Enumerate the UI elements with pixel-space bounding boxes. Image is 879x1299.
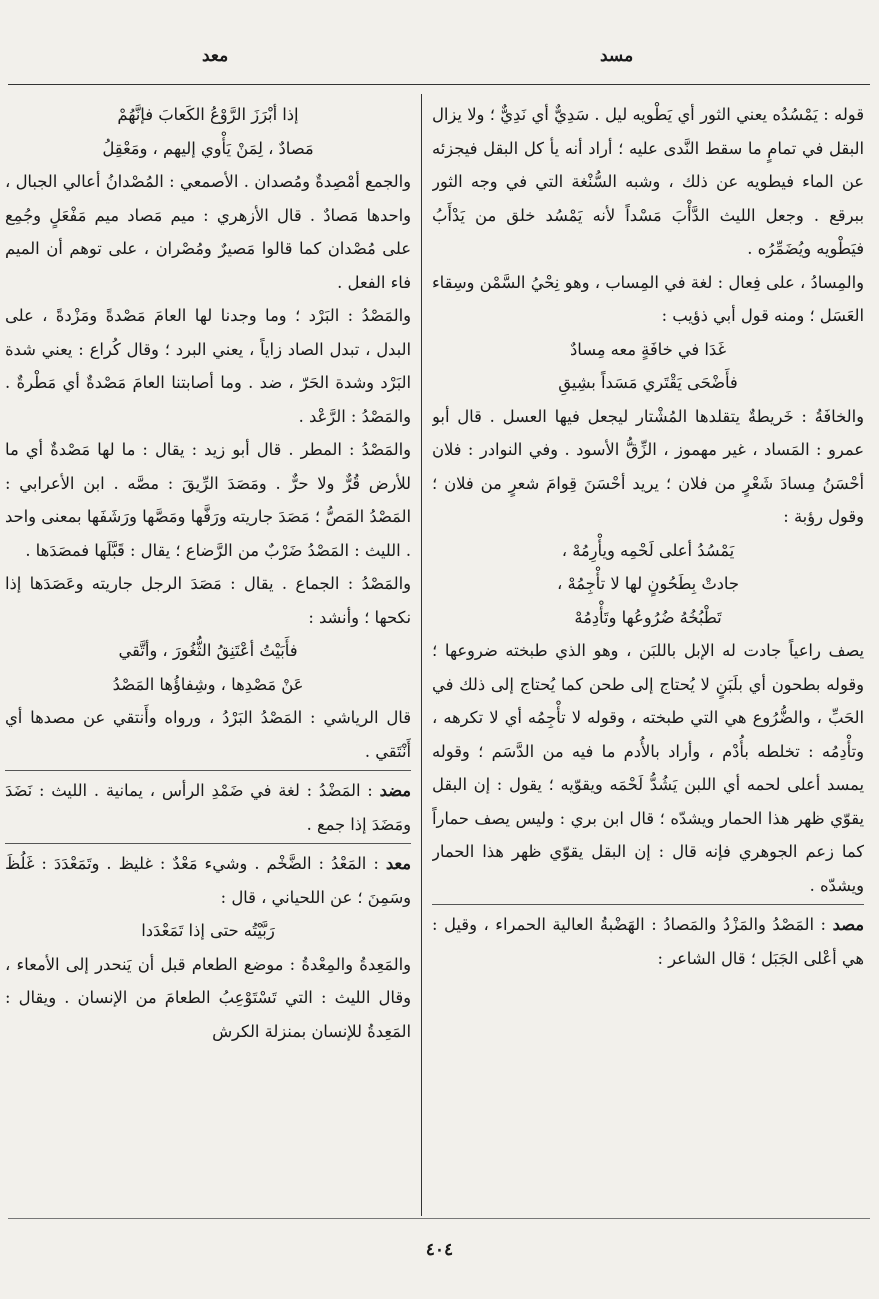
- entry-headword: مصد: [832, 915, 864, 934]
- right-column: [432, 98, 864, 1216]
- verse-line: مَصادٌ ، لِمَنْ يَأْوي إليهم ، ومَعْقِلُ: [102, 138, 314, 158]
- header-rule: [8, 84, 870, 85]
- running-head-right: مسد: [600, 46, 634, 66]
- paragraph: والخافَةُ : خَريطةٌ يتقلدها المُشْتار ليجعل فيها العسل . قال أبو عمرو : المَساد ، غير مهموز ، الزِّقُّ الأسود . وفي النوادر : فلان أحْسَنُ مِسادَ شَعْرٍ من فلان ؛ يريد أحْسَنَ قِوامَ شعرٍ من فلان ؛ وقول رؤبة :: [432, 406, 864, 526]
- verse-line: إذا أبْرَزَ الرَّوْعُ الكَعابَ فإنَّهُمْ: [117, 105, 299, 124]
- verse-line: جادتْ بِطَحُونٍ لها لا تأْجِمُهْ ،: [557, 574, 739, 593]
- paragraph: قال الرياشي : المَصْدُ البَرْدُ ، ورواه وأَنتقي عن مصدها أي أَنْتَقي .: [5, 708, 411, 761]
- entry-separator: [432, 904, 864, 905]
- entry-text: : المَصْدُ والمَزْدُ والمَصادُ : الهَضْبةُ العالية الحمراء ، وقيل : هي أعْلى الجَبَل ؛ قال الشاعر :: [432, 915, 864, 968]
- page-header: [0, 40, 879, 80]
- entry-mSd: [432, 908, 864, 975]
- verse-line: فأَبَيْتُ أعْتَنِقُ الثُّغُورَ ، وأتَّقي: [118, 641, 298, 660]
- footer-rule: [8, 1218, 870, 1219]
- verse-line: يَمْسُدُ أعلى لَحْمِه ويأْرِمُهْ ،: [561, 540, 735, 560]
- paragraph: والمَصْدُ : الجماع . يقال : مَصَدَ الرجل جاريته وعَصَدَها إذا نكحها ؛ وأنشد :: [5, 574, 411, 627]
- paragraph: والجمع أمْصِدةٌ ومُصدان . الأصمعي : المُصْدانُ أعالي الجبال ، واحدها مَصادٌ . قال الأزهري : ميم مَصاد ميم مَفْعَلٍ وجُمِع على مُصْدان كما قالوا مَصيرٌ ومُصْران ، على توهم أن الميم فاء الفعل .: [5, 172, 411, 292]
- paragraph: والمَصْدُ : المطر . قال أبو زيد : يقال : ما لها مَصْدةٌ أي ما للأرض قُرٌّ ولا حرٌّ . ومَصَدَ الرِّيقَ : مصَّه . ابن الأعرابي : المَصْدُ المَصُّ ؛ مَصَدَ جاريته ورَفَّها ومَصَّها ورَشَفَها بمعنى واحد . الليث : المَصْدُ ضَرْبٌ من الرَّضاع ؛ يقال : قَبَّلَها فمصَدَها .: [5, 440, 411, 560]
- running-head-left: معد: [202, 46, 229, 66]
- entry-mEd: [5, 847, 411, 914]
- entry-mDd: [5, 774, 411, 841]
- paragraph: والمَعِدةُ والمِعْدةُ : موضع الطعام قبل أن يَنحدر إلى الأمعاء ، وقال الليث : التي تَسْتَوْعِبُ الطعامَ من الإنسان . ويقال : المَعِدةُ للإنسان بمنزلة الكرش: [5, 954, 411, 1041]
- verse-line: فأَضْحَى يَقْتَري مَسَداً بشِيقِ: [558, 373, 738, 392]
- entry-text: : المَضْدُ : لغة في ضَمْدِ الرأس ، يمانية . الليث : نَضَدَ ومَضَدَ إذا جمع .: [5, 781, 411, 834]
- verse-line: غَدَا في خافَةٍ معه مِسادٌ: [570, 339, 726, 359]
- verse-line: تَطْبُخُهُ ضُرُوعُها وتَأْدِمُهْ: [574, 607, 722, 627]
- page-number: ٤٠٤: [425, 1240, 454, 1260]
- verse-line: رَبَّيْتُه حتى إذا تَمَعْدَدا: [141, 921, 275, 940]
- left-column: [5, 98, 411, 1216]
- entry-text: : المَعْدُ : الضَّخْم . وشيء مَعْدٌ : غليظ . وتَمَعْدَدَ : غَلُظَ وسَمِنَ ؛ عن اللحياني ، قال :: [5, 854, 411, 907]
- paragraph: والمَصْدُ : البَرْد ؛ وما وجدنا لها العامَ مَصْدةً ومَزْدةً ، على البدل ، تبدل الصاد زاياً ، يعني البرد ؛ وقال كُراع : يعني شدة البَرْد وشدة الحَرّ ، ضد . وما أصابتنا العامَ مَصْدةٌ أي مَطْرةٌ . والمَصْدُ : الرَّعْد .: [5, 306, 411, 426]
- paragraph: يصف راعياً جادت له الإبل باللبَن ، وهو الذي طبخته ضروعها ؛ وقوله بطحون أي بلَبَنٍ لا يُحتاج إلى طحن كما يُحتاج إلى ذلك في الحَبِّ ، والضُّرُوع هي التي طبخته ، وقوله لا تأْجِمُه أي لا تكرهه ، وتأْدِمُه : تخلطه بأُدْم ، وأراد بالأُدم ما فيه من الدَّسَم ؛ وقوله يمسد أعلى لحمه أي اللبن يَشُدُّ لَحْمَه ويقوّيه ؛ يقول : إن البقل يقوّي ظهر هذا الحمار ويشدّه ؛ قال ابن بري : وليس يصف حماراً كما زعم الجوهري فإنه قال : إن البقل يقوّي ظهر هذا الحمار ويشدّه .: [432, 641, 864, 895]
- verse-line: عَنْ مَصْدِها ، وشِفاؤُها المَصْدُ: [112, 674, 304, 694]
- entry-separator: [5, 843, 411, 844]
- paragraph: والمِسادُ ، على فِعال : لغة في المِساب ، وهو نِحْيُ السَّمْن وسِقاء العَسَل ؛ ومنه قول أبي ذؤيب :: [432, 272, 864, 325]
- entry-headword: مضد: [379, 781, 411, 800]
- entry-separator: [5, 770, 411, 771]
- paragraph: قوله : يَمْسُدُه يعني الثور أي يَطْويه ليل . سَدِيٌّ أي نَدِيٌّ ؛ ولا يزال البقل في تمامٍ ما سقط النَّدى عليه ؛ أراد أنه يأ كل البقل فيجزئه عن الماء فيطويه عن ذلك ، وشبه السُّنْغة التي في وجه الثور ببرقع . وجعل الليث الدَّأْبَ مَسْداً لأنه يَمْسُد خلق من يَدْأَبُ فيَطْويه ويُضَمِّرُه .: [432, 105, 864, 258]
- column-divider: [421, 94, 422, 1216]
- entry-headword: معد: [385, 854, 411, 873]
